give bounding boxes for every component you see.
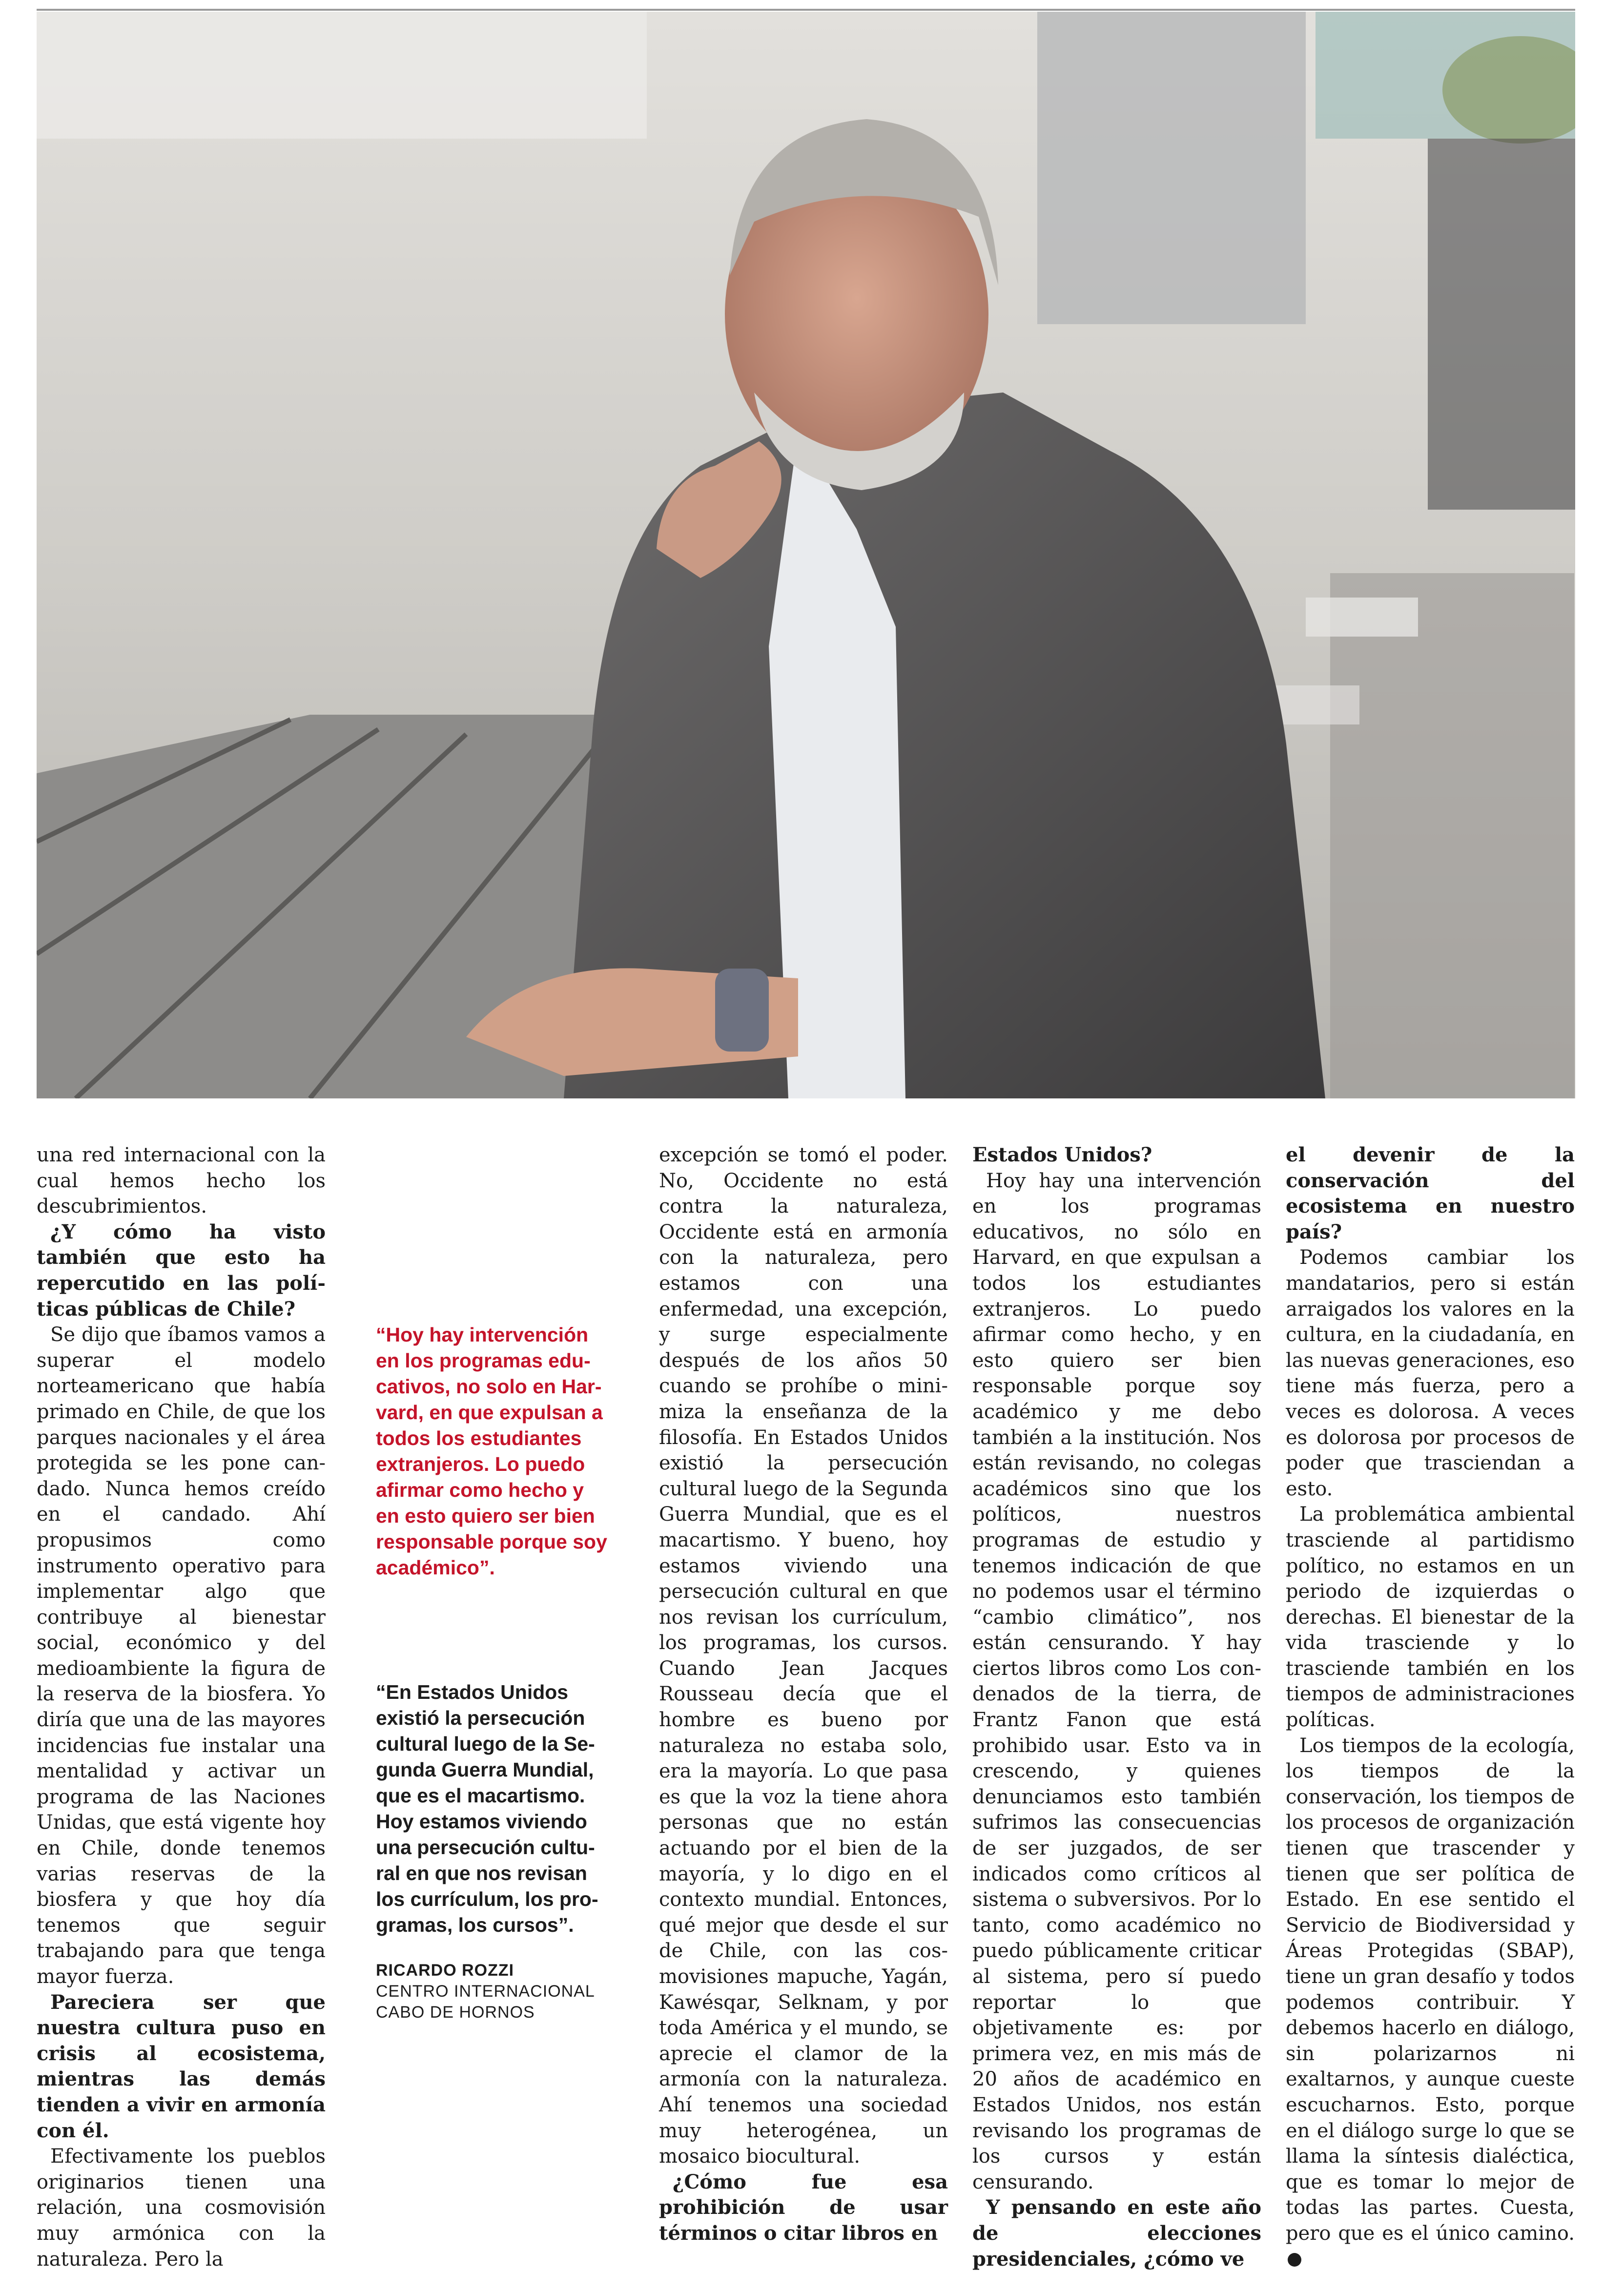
paragraph-text: Los tiempos de la ecología, los tiempos de la conservación, los tiempos de los procesos de organización tienen que trascender y tienen que ser política de Estado. En ese sentido el Servicio de Biodiversidad y Áreas Protegidas (SBAP), tiene un gran desafío y todos podemos contribuir. Y debemos hacerlo en diálogo, sin polarizarnos ni exaltarnos, y aunque cueste escucharnos. Esto, porque en el diálogo surge lo que se llama la síntesis dialéctica, que es tomar lo mejor de todas las partes. Cuesta, pero que es el único camino. bbox=[1286, 1734, 1575, 2245]
paragraph: Se dijo que íbamos vamos a superar el modelo norteamericano que había primado en Chile, de que los parques nacionales y el área protegida se les pone candado. Nunca hemos creído en el candado. Ahí propusimos como instrumento operativo para implementar algo que contribuye al bienestar social, económico y del medioambiente la figura de la reserva de la biosfera. Yo diría que una de las mayores incidencias fue instalar una mentalidad y activar un programa de las Naciones Unidas, que está vigente hoy en Chile, donde tenemos varias reservas de la biosfera y que hoy día tenemos que seguir trabajando para que tenga mayor fuerza. bbox=[37, 1323, 326, 1988]
paragraph: La problemática ambiental trasciende al partidismo político, no estamos en un periodo de izquierdas o derechas. El bienestar de la vida trasciende y lo trasciende también en los tiempos de administraciones políticas. bbox=[1286, 1503, 1575, 1732]
portrait-photo bbox=[37, 12, 1575, 1098]
interview-question: ¿Cómo fue esa prohibición de usar términos o citar libros en bbox=[659, 2170, 948, 2245]
interview-question: ¿Y cómo ha visto también que esto ha repercutido en las políticas públicas de Chile? bbox=[37, 1220, 326, 1321]
interview-question: Pareciera ser que nuestra cultura puso en crisis al ecosistema, mientras las demás tienden a vivir en armonía con él. bbox=[37, 1990, 326, 2142]
article-column-4 bbox=[972, 1142, 1261, 2272]
credit-affiliation-line1: CENTRO INTERNACIONAL bbox=[376, 1982, 595, 2001]
credit-affiliation-line2: CABO DE HORNOS bbox=[376, 2003, 535, 2022]
quote-credit bbox=[376, 1960, 609, 2023]
paragraph: Podemos cambiar los mandatarios, pero si están arraigados los valores en la cultura, en la ciudadanía, en las nuevas generaciones, eso tiene más fuerza, pero a veces es dolorosa. A veces es dolorosa por procesos de poder que trasciendan a esto. bbox=[1286, 1246, 1575, 1500]
top-rule bbox=[37, 9, 1575, 11]
pull-quote-red: “Hoy hay intervención en los programas educativos, no solo en Harvard, en que expulsan a todos los estudiantes extranjeros. Lo puedo afirmar como hecho y en esto quiero ser bien responsable porque soy académico”. bbox=[376, 1323, 607, 1579]
credit-name: RICARDO ROZZI bbox=[376, 1961, 514, 1980]
paragraph: una red internacional con la cual hemos hecho los descubrimientos. bbox=[37, 1144, 326, 1218]
paragraph: excepción se tomó el poder. No, Occidente no está contra la naturaleza, Occidente está en armonía con la naturaleza, pero estamos con una enfermedad, una excepción, y surge especialmente después de los años 50 cuando se prohíbe o minimiza la enseñanza de la filosofía. En Estados Unidos existió la persecución cultural luego de la Segunda Guerra Mundial, que es el macartismo. Y bueno, hoy estamos viviendo una persecución cultural en que nos revisan los currículum, los programas, los cursos. Cuando Jean Jacques Rousseau decía que el hombre es bueno por naturaleza no estaba solo, era la mayoría. Lo que pasa es que la voz la tiene ahora personas que no están actuando por el bien de la mayoría, y lo digo en el contexto mundial. Entonces, qué mejor que desde el sur de Chile, con las cosmovisiones mapuche, Yagán, Kawésqar, Selknam, y por toda América y el mundo, se aprecie el clamor de la armonía con la naturaleza. Ahí tenemos una sociedad muy heterogénea, un mosaico biocultural. bbox=[659, 1144, 948, 2168]
interview-question: Y pensando en este año de elecciones presidenciales, ¿cómo ve bbox=[972, 2196, 1261, 2271]
end-of-article-mark bbox=[1288, 2253, 1301, 2267]
article-column-1 bbox=[37, 1142, 326, 2272]
interview-question: el devenir de la conservación del ecosistema en nuestro país? bbox=[1286, 1143, 1575, 1243]
paragraph: Hoy hay una intervención en los programas educativos, no sólo en Harvard, en que expulsan a todos los estudiantes extranjeros. Lo puedo afirmar como hecho, y en esto quiero ser bien responsable porque soy académico y me debo también a la institución. Nos están revisando, no colegas académicos sino que los políticos, nuestros programas de estudio y tenemos indicación de que no podemos usar el término “cambio climático”, nos están censurando. Y hay ciertos libros como Los condenados de la tierra, de Frantz Fanon que está prohibido usar. Esto va in crescendo, y quienes denunciamos esto también sufrimos las consecuencias de ser juzgados, de ser indicados como críticos al sistema o subversivos. Por lo tanto, como académico no puedo públicamente criticar al sistema, pero sí puedo reportar lo que objetivamente es: por primera vez, en mis más de 20 años de académico en Estados Unidos, nos están revisando los programas de los cursos y están censurando. bbox=[972, 1169, 1261, 2193]
article-column-5 bbox=[1286, 1142, 1575, 2272]
paragraph bbox=[1286, 1733, 1575, 2272]
article-column-3 bbox=[659, 1142, 948, 2247]
portrait-illustration bbox=[37, 12, 1575, 1098]
interview-question: Estados Unidos? bbox=[972, 1143, 1152, 1166]
pull-quote-black: “En Estados Unidos existió la persecución cultural luego de la Segunda Guerra Mundial, que es el macartismo. Hoy estamos viviendo una persecución cultural en que nos revisan los currículum, los programas, los cursos”. bbox=[376, 1681, 598, 1936]
paragraph: Efectivamente los pueblos originarios tienen una relación, una cosmovisión muy armónica con la naturaleza. Pero la bbox=[37, 2145, 326, 2271]
